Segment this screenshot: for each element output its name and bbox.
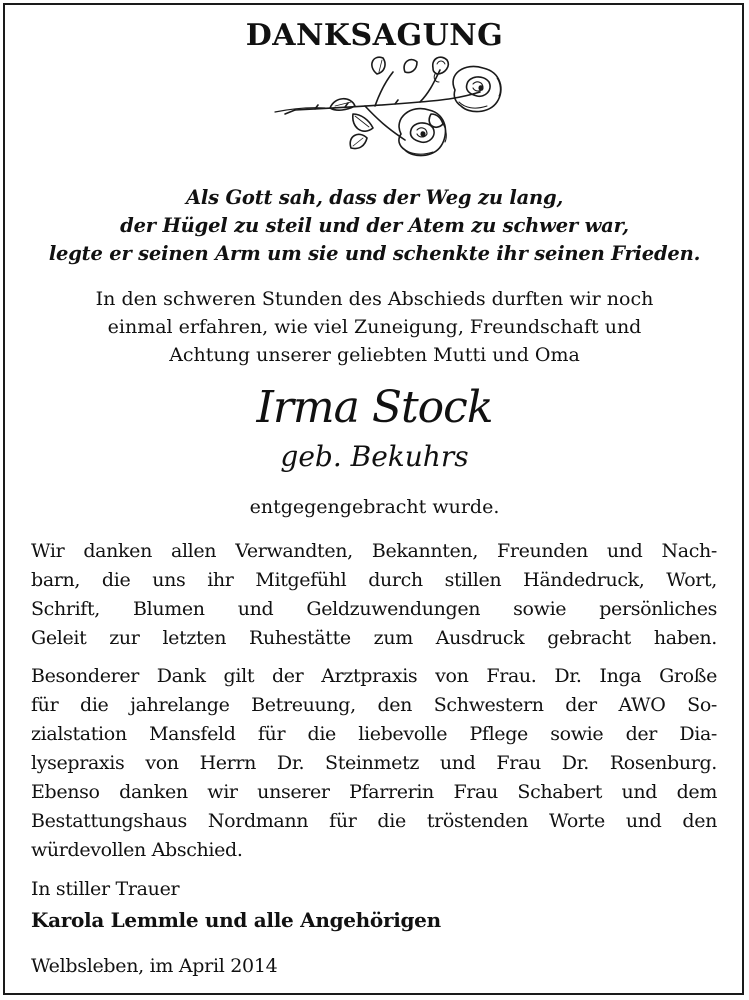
paragraph2-line: würdevollen Abschied. [31,839,243,861]
paragraph1-line: Geleit zur letzten Ruhestätte zum Ausdruck gebracht haben. [31,627,717,649]
paragraph1-line: barn, die uns ihr Mitgefühl durch stillen Händedruck, Wort, [31,569,717,591]
rose-icon [255,52,515,174]
intro-line-2: einmal erfahren, wie viel Zuneigung, Freundschaft und [107,316,642,338]
intro-continuation: entgegengebracht wurde. [249,496,500,518]
paragraph2-line: Bestattungshaus Nordmann für die tröstenden Worte und den [31,810,717,832]
intro-line-1: In den schweren Stunden des Abschieds durften wir noch [95,288,654,310]
intro-line-3: Achtung unserer geliebten Mutti und Oma [169,344,580,366]
quote-line-2: der Hügel zu steil und der Atem zu schwer war, [120,214,629,237]
paragraph2-line: lysepraxis von Herrn Dr. Steinmetz und Frau Dr. Rosenburg. [31,752,717,774]
paragraph1-line: Schrift, Blumen und Geldzuwendungen sowie persönliches [31,598,717,620]
paragraph2-line: zialstation Mansfeld für die liebevolle Pflege sowie der Dia- [31,723,717,745]
deceased-name: Irma Stock [256,382,493,433]
quote-line-1: Als Gott sah, dass der Weg zu lang, [185,186,564,209]
signer-name: Karola Lemmle und alle Angehörigen [31,908,441,932]
paragraph2-line: für die jahrelange Betreuung, den Schwestern der AWO So- [31,694,717,716]
mourning-phrase: In stiller Trauer [31,878,180,900]
quote-line-3: legte er seinen Arm um sie und schenkte ihr seinen Frieden. [48,242,701,265]
paragraph1-line: Wir danken allen Verwandten, Bekannten, Freunden und Nach- [31,540,717,562]
notice-heading: DANKSAGUNG [245,18,504,53]
place-date: Welbsleben, im April 2014 [31,955,278,977]
paragraph2-line: Ebenso danken wir unserer Pfarrerin Frau Schabert und dem [31,781,717,803]
paragraph2-line: Besonderer Dank gilt der Arztpraxis von Frau. Dr. Inga Große [31,665,717,687]
birth-name: geb. Bekuhrs [280,440,469,473]
